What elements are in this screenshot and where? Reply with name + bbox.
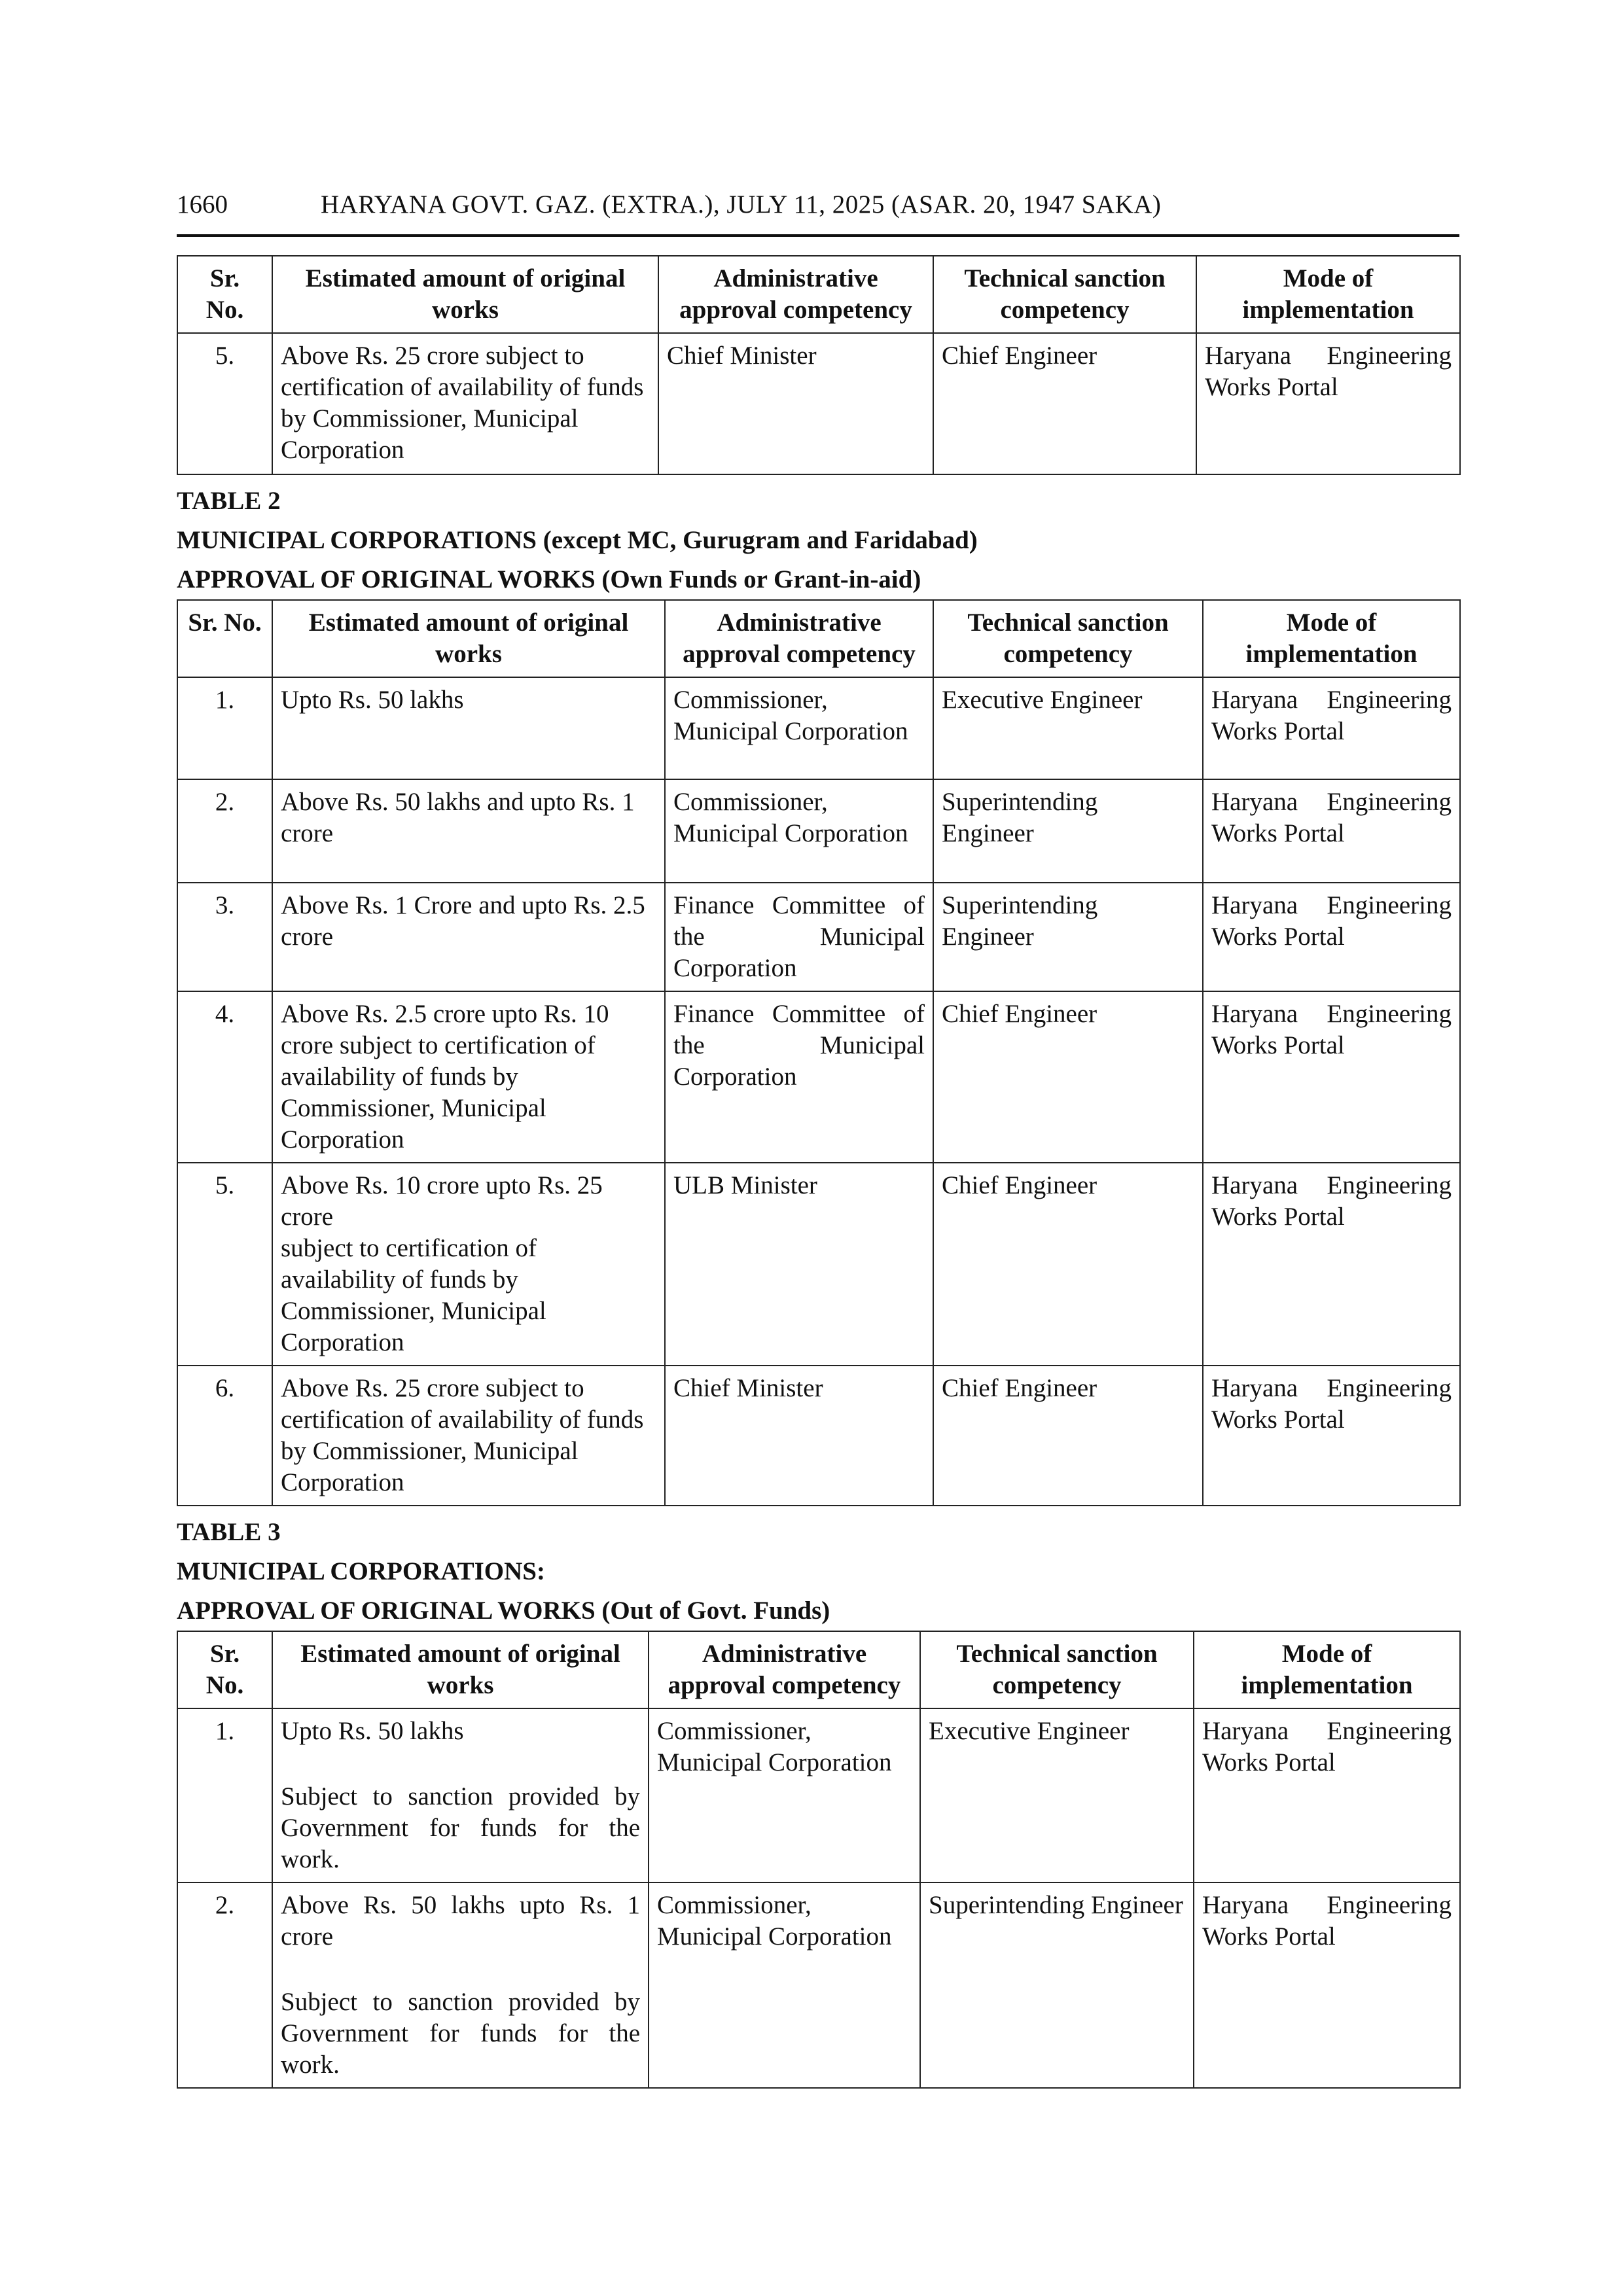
col-mode: Mode of implementation	[1203, 600, 1460, 677]
col-estimated: Estimated amount of original works	[272, 256, 658, 333]
technical-cell: Chief Engineer	[933, 333, 1196, 474]
amount-cell: Above Rs. 10 crore upto Rs. 25 crore subject to certification of availability of funds by Commissioner, Municipal Corporation	[272, 1163, 665, 1366]
table-row	[177, 991, 1460, 1163]
sr-cell: 1.	[177, 677, 272, 779]
mode-cell: Haryana Engineering Works Portal	[1203, 779, 1460, 883]
admin-cell: Commissioner, Municipal Corporation	[649, 1882, 920, 2088]
sr-cell: 5.	[177, 1163, 272, 1366]
mode-cell: Haryana Engineering Works Portal	[1194, 1882, 1460, 2088]
table-header-row	[177, 600, 1460, 677]
admin-cell: Finance Committee of the Municipal Corporation	[665, 883, 933, 991]
col-technical: Technical sanction competency	[933, 256, 1196, 333]
col-admin: Administrative approval competency	[649, 1631, 920, 1708]
table2-label: TABLE 2	[177, 487, 281, 515]
col-admin: Administrative approval competency	[665, 600, 933, 677]
admin-cell: Finance Committee of the Municipal Corporation	[665, 991, 933, 1163]
admin-cell: ULB Minister	[665, 1163, 933, 1366]
table1-continued	[177, 255, 1461, 475]
amount-cell: Above Rs. 2.5 crore upto Rs. 10 crore subject to certification of availability of funds by Commissioner, Municipal Corporation	[272, 991, 665, 1163]
mode-cell: Haryana Engineering Works Portal	[1203, 677, 1460, 779]
amount-cell: Upto Rs. 50 lakhs Subject to sanction provided by Government for funds for the work.	[272, 1708, 649, 1882]
table-row	[177, 1708, 1460, 1882]
table2-subtitle1: MUNICIPAL CORPORATIONS (except MC, Gurugram and Faridabad)	[177, 526, 978, 554]
sr-cell: 5.	[177, 333, 272, 474]
col-technical: Technical sanction competency	[920, 1631, 1194, 1708]
table-header-row	[177, 256, 1460, 333]
technical-cell: Chief Engineer	[933, 1163, 1203, 1366]
table2	[177, 599, 1461, 1506]
amount-cell: Above Rs. 50 lakhs upto Rs. 1 crore Subject to sanction provided by Government for funds for the work.	[272, 1882, 649, 2088]
admin-cell: Chief Minister	[665, 1366, 933, 1506]
table2-caption	[177, 482, 1459, 599]
col-estimated: Estimated amount of original works	[272, 600, 665, 677]
mode-cell: Haryana Engineering Works Portal	[1203, 991, 1460, 1163]
col-mode: Mode of implementation	[1196, 256, 1460, 333]
amount-cell: Above Rs. 25 crore subject to certification of availability of funds by Commissioner, Municipal Corporation	[272, 1366, 665, 1506]
gazette-page	[177, 190, 1459, 2089]
mode-cell: Haryana Engineering Works Portal	[1194, 1708, 1460, 1882]
col-sr: Sr. No.	[177, 256, 272, 333]
table3-subtitle1: MUNICIPAL CORPORATIONS:	[177, 1557, 545, 1585]
technical-cell: Chief Engineer	[933, 1366, 1203, 1506]
sr-cell: 3.	[177, 883, 272, 991]
table3-subtitle2: APPROVAL OF ORIGINAL WORKS (Out of Govt. Funds)	[177, 1597, 830, 1625]
table-row	[177, 677, 1460, 779]
technical-cell: Executive Engineer	[920, 1708, 1194, 1882]
admin-cell: Chief Minister	[658, 333, 933, 474]
technical-cell: Superintending Engineer	[933, 883, 1203, 991]
table-row	[177, 779, 1460, 883]
col-technical: Technical sanction competency	[933, 600, 1203, 677]
table3	[177, 1631, 1461, 2089]
admin-cell: Commissioner, Municipal Corporation	[665, 779, 933, 883]
sr-cell: 2.	[177, 1882, 272, 2088]
amount-cell: Upto Rs. 50 lakhs	[272, 677, 665, 779]
table-row	[177, 883, 1460, 991]
mode-cell: Haryana Engineering Works Portal	[1203, 1163, 1460, 1366]
table-header-row	[177, 1631, 1460, 1708]
col-mode: Mode of implementation	[1194, 1631, 1460, 1708]
col-estimated: Estimated amount of original works	[272, 1631, 649, 1708]
technical-cell: Chief Engineer	[933, 991, 1203, 1163]
page-header	[177, 190, 1459, 237]
table3-label: TABLE 3	[177, 1518, 281, 1546]
col-admin: Administrative approval competency	[658, 256, 933, 333]
page-number: 1660	[177, 190, 228, 219]
sr-cell: 4.	[177, 991, 272, 1163]
technical-cell: Executive Engineer	[933, 677, 1203, 779]
sr-cell: 2.	[177, 779, 272, 883]
table-row	[177, 1163, 1460, 1366]
technical-cell: Superintending Engineer	[933, 779, 1203, 883]
mode-cell: Haryana Engineering Works Portal	[1196, 333, 1460, 474]
table2-subtitle2: APPROVAL OF ORIGINAL WORKS (Own Funds or Grant-in-aid)	[177, 565, 921, 593]
table-row	[177, 1366, 1460, 1506]
gazette-title: HARYANA GOVT. GAZ. (EXTRA.), JULY 11, 2025 (ASAR. 20, 1947 SAKA)	[321, 190, 1162, 219]
sr-cell: 6.	[177, 1366, 272, 1506]
sr-cell: 1.	[177, 1708, 272, 1882]
technical-cell: Superintending Engineer	[920, 1882, 1194, 2088]
table-row	[177, 333, 1460, 474]
mode-cell: Haryana Engineering Works Portal	[1203, 1366, 1460, 1506]
amount-cell: Above Rs. 50 lakhs and upto Rs. 1 crore	[272, 779, 665, 883]
table-row	[177, 1882, 1460, 2088]
col-sr: Sr. No.	[177, 1631, 272, 1708]
col-sr: Sr. No.	[177, 600, 272, 677]
amount-cell: Above Rs. 25 crore subject to certification of availability of funds by Commissioner, Municipal Corporation	[272, 333, 658, 474]
table3-caption	[177, 1513, 1459, 1631]
amount-cell: Above Rs. 1 Crore and upto Rs. 2.5 crore	[272, 883, 665, 991]
mode-cell: Haryana Engineering Works Portal	[1203, 883, 1460, 991]
admin-cell: Commissioner, Municipal Corporation	[649, 1708, 920, 1882]
admin-cell: Commissioner, Municipal Corporation	[665, 677, 933, 779]
